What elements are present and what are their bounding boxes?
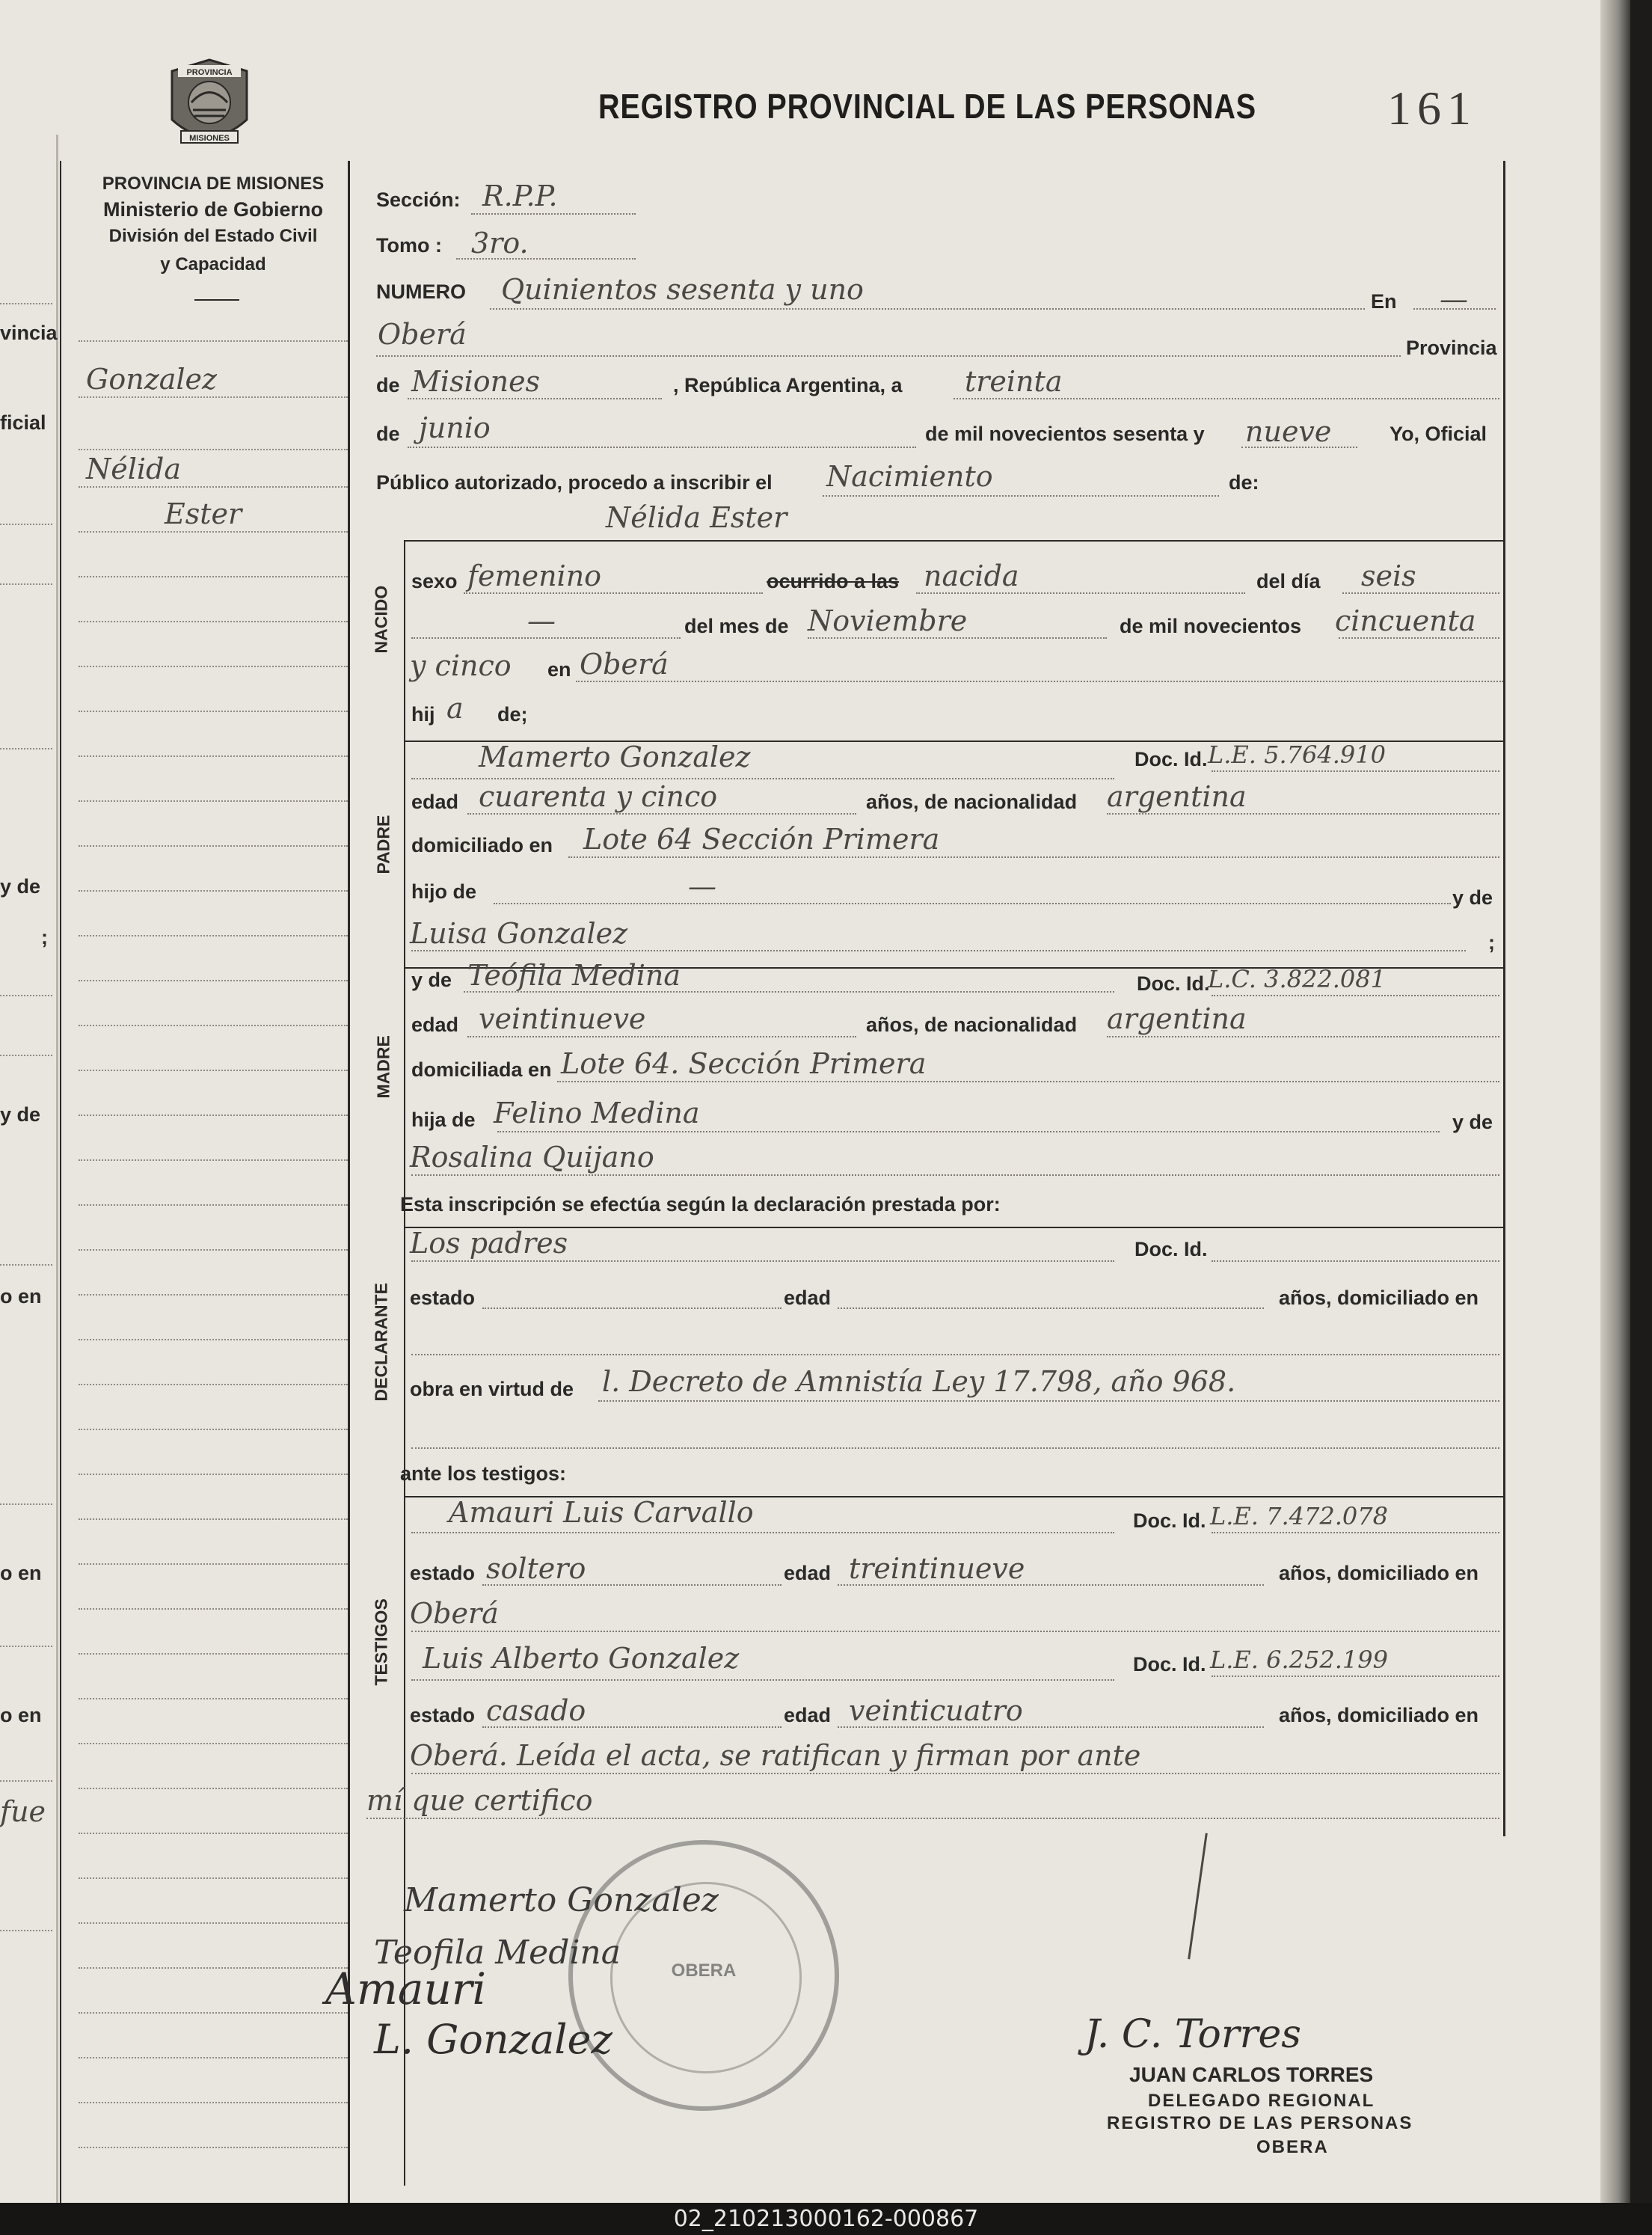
left-line <box>79 396 348 398</box>
left-line <box>79 1474 348 1475</box>
fill-line <box>568 856 1499 858</box>
fill-line <box>366 1818 1499 1819</box>
fill-line <box>411 1631 1499 1632</box>
left-line <box>79 1159 348 1161</box>
official-office: REGISTRO DE LAS PERSONAS <box>1107 2113 1413 2133</box>
yo-oficial-label: Yo, Oficial <box>1390 423 1487 445</box>
left-line <box>79 1518 348 1520</box>
mother-nationality: argentina <box>1107 1002 1247 1035</box>
left-line <box>79 1294 348 1296</box>
mother-age: veintinueve <box>479 1002 646 1035</box>
y-de-label: y de <box>1452 886 1493 909</box>
stub-line <box>0 1646 52 1647</box>
father-name: Mamerto Gonzalez <box>479 741 751 773</box>
left-line <box>79 1115 348 1116</box>
fill-line <box>411 637 681 639</box>
estado-label: estado <box>410 1287 476 1309</box>
fill-line <box>1212 1676 1499 1677</box>
fill-line <box>482 1307 782 1309</box>
heading-divider <box>194 299 239 301</box>
official-role: DELEGADO REGIONAL <box>1148 2091 1375 2111</box>
form-right-rule <box>1503 161 1505 1836</box>
doc-id-label: Doc. Id. <box>1134 1238 1208 1260</box>
provincia-value: Misiones <box>411 365 541 398</box>
official-name: JUAN CARLOS TORRES <box>1129 2063 1374 2086</box>
left-line <box>79 1833 348 1834</box>
left-line <box>79 800 348 802</box>
witness1-status: soltero <box>486 1552 586 1585</box>
edad-label: edad <box>411 1014 459 1036</box>
year-text: de mil novecientos sesenta y <box>925 423 1205 445</box>
fill-line <box>1107 813 1499 815</box>
left-line <box>79 1653 348 1655</box>
page-title: REGISTRO PROVINCIAL DE LAS PERSONAS <box>598 87 1257 126</box>
stub-line <box>0 1780 52 1782</box>
month-value: junio <box>419 411 491 444</box>
left-line <box>79 935 348 936</box>
mother-father: Felino Medina <box>494 1097 700 1129</box>
fill-line <box>494 903 1451 904</box>
fill-line <box>1212 770 1499 772</box>
stub-line <box>0 748 52 749</box>
semicolon: ; <box>1488 931 1495 954</box>
left-line <box>79 2012 348 2014</box>
sexo-value: femenino <box>467 559 602 592</box>
page-fold <box>56 135 58 2203</box>
birthplace-value: Oberá <box>580 648 669 681</box>
image-caption: 02_210213000162-000867 <box>0 2203 1652 2235</box>
left-line <box>79 2057 348 2058</box>
provincia-label: Provincia <box>1406 337 1497 359</box>
signature-witness2: L. Gonzalez <box>374 2016 612 2063</box>
left-line <box>79 1877 348 1879</box>
fill-line <box>954 398 1499 399</box>
ocurrido-value: nacida <box>924 559 1019 592</box>
provincial-crest-logo <box>165 56 254 157</box>
section-rule <box>404 1227 1503 1228</box>
day-value: treinta <box>965 365 1063 398</box>
left-line <box>79 1070 348 1071</box>
stub-rule <box>60 161 61 2203</box>
fill-line <box>411 1354 1499 1355</box>
father-mother: Luisa Gonzalez <box>410 917 628 950</box>
domicilio-label: años, domiciliado en <box>1279 1562 1479 1584</box>
left-line <box>79 1967 348 1969</box>
signature-father: Mamerto Gonzalez <box>404 1881 719 1919</box>
section-label-declarante: DECLARANTE <box>371 1283 391 1402</box>
mother-name: Teófila Medina <box>467 959 681 992</box>
left-line <box>79 486 348 488</box>
fill-line <box>823 495 1219 497</box>
hijo-de-label: hijo de <box>411 880 476 903</box>
left-line <box>79 1608 348 1610</box>
section-label-madre: MADRE <box>373 1035 393 1099</box>
signature-stroke <box>1188 1833 1208 1960</box>
stub-line <box>0 1264 52 1266</box>
left-line <box>79 1563 348 1565</box>
fill-line <box>838 1307 1264 1309</box>
mil-novecientos-label: de mil novecientos <box>1120 615 1302 637</box>
left-line <box>79 1698 348 1699</box>
mother-doc: L.C. 3.822.081 <box>1208 965 1386 993</box>
domicilio-label: domiciliada en <box>411 1058 552 1081</box>
svg-text:MISIONES: MISIONES <box>189 134 230 143</box>
left-line <box>79 1384 348 1385</box>
place-value: Oberá <box>378 318 467 351</box>
fill-line <box>411 1532 1114 1533</box>
witnesses-intro: ante los testigos: <box>400 1462 567 1485</box>
left-line <box>79 845 348 847</box>
stub-label: vincia <box>0 322 58 344</box>
fill-line <box>411 1447 1499 1449</box>
page-number: 161 <box>1387 82 1477 135</box>
left-line <box>79 1788 348 1789</box>
witness1-name: Amauri Luis Carvallo <box>449 1496 754 1529</box>
father-address: Lote 64 Sección Primera <box>583 823 940 856</box>
stub-line <box>0 1503 52 1505</box>
witness1-doc: L.E. 7.472.078 <box>1210 1502 1388 1530</box>
edad-label: edad <box>411 791 459 813</box>
left-line <box>79 576 348 577</box>
stub-line <box>0 995 52 996</box>
doc-id-label: Doc. Id. <box>1133 1509 1206 1532</box>
year-value: nueve <box>1245 415 1332 448</box>
fill-line <box>408 447 916 448</box>
hora-dash: — <box>527 604 556 637</box>
left-line <box>79 755 348 757</box>
left-line <box>79 2147 348 2148</box>
fill-line <box>1212 1260 1499 1262</box>
section-label-nacido: NACIDO <box>371 585 391 654</box>
de-semicolon: de; <box>497 703 528 726</box>
fill-line <box>1212 1532 1499 1533</box>
fill-line <box>1342 592 1499 594</box>
left-line <box>79 1204 348 1206</box>
mother-mother: Rosalina Quijano <box>410 1141 654 1174</box>
fill-line <box>411 950 1466 951</box>
domicilio-label: años, domiciliado en <box>1279 1704 1479 1726</box>
mes-value: Noviembre <box>808 604 968 637</box>
margin-given-name: Ester <box>165 497 242 530</box>
anio-value-cont: y cinco <box>410 649 512 682</box>
tomo-value: 3ro. <box>471 227 529 260</box>
en-label: en <box>547 658 571 681</box>
anio-value: cincuenta <box>1335 604 1476 637</box>
hijo-suffix: a <box>446 692 464 725</box>
section-rule <box>404 540 1503 542</box>
fill-line <box>411 1174 1499 1176</box>
seccion-label: Sección: <box>376 188 461 211</box>
estado-label: estado <box>410 1704 476 1726</box>
witness2-doc: L.E. 6.252.199 <box>1210 1646 1388 1674</box>
declarant-name: Los padres <box>410 1227 568 1260</box>
stub-label: ficial <box>0 411 46 434</box>
fill-line <box>808 637 1107 639</box>
fill-line <box>411 1260 1114 1262</box>
estado-label: estado <box>410 1562 476 1584</box>
doc-id-label: Doc. Id. <box>1134 748 1208 770</box>
numero-label: NUMERO <box>376 280 466 303</box>
section-label-testigos: TESTIGOS <box>371 1598 391 1686</box>
fill-line <box>467 1036 856 1037</box>
republica-label: , República Argentina, a <box>673 374 903 396</box>
stub-line <box>0 1055 52 1056</box>
doc-id-label: Doc. Id. <box>1133 1653 1206 1676</box>
declaration-intro: Esta inscripción se efectúa según la declaración prestada por: <box>400 1193 1001 1215</box>
fill-line <box>1212 995 1499 996</box>
stub-line <box>0 583 52 585</box>
seal-text: OBERA <box>671 1960 737 1981</box>
stub-label: o en <box>0 1562 42 1584</box>
ministry-heading: Ministerio de Gobierno <box>102 198 324 221</box>
fill-line <box>598 1400 1499 1402</box>
closing-text: mí que certifico <box>366 1784 593 1817</box>
division-heading: División del Estado Civil <box>108 226 318 246</box>
edad-label: edad <box>784 1287 832 1309</box>
stub-line <box>0 524 52 525</box>
domicilio-label: años, domiciliado en <box>1279 1287 1479 1309</box>
witness1-address: Oberá <box>410 1597 499 1630</box>
signature-official: J. C. Torres <box>1084 2012 1301 2057</box>
father-father: — <box>688 870 716 903</box>
stub-handwriting: fue <box>0 1795 46 1828</box>
stub-line <box>0 1930 52 1931</box>
fill-line <box>1107 1036 1499 1037</box>
fill-line <box>411 778 1114 779</box>
fill-line <box>471 213 636 215</box>
de-label: de <box>376 374 400 396</box>
fill-line <box>411 1773 1499 1774</box>
left-line <box>79 621 348 622</box>
fill-line <box>411 1679 1114 1681</box>
fill-line <box>408 398 662 399</box>
left-line <box>79 340 348 342</box>
left-line <box>79 666 348 667</box>
fill-line <box>467 813 856 815</box>
witness2-age: veinticuatro <box>849 1694 1023 1727</box>
left-line <box>79 711 348 712</box>
fill-line <box>557 1081 1499 1082</box>
left-line <box>79 2102 348 2103</box>
left-line <box>79 1249 348 1251</box>
father-nationality: argentina <box>1107 780 1247 813</box>
fill-line <box>497 1131 1440 1132</box>
domicilio-label: domiciliado en <box>411 834 553 856</box>
act-type-value: Nacimiento <box>826 460 993 493</box>
fill-line <box>916 592 1245 594</box>
column-rule <box>348 161 350 2203</box>
province-heading: PROVINCIA DE MISIONES <box>102 174 325 194</box>
fill-line <box>1339 637 1499 639</box>
stub-label: ; <box>41 926 48 948</box>
del-mes-label: del mes de <box>684 615 789 637</box>
left-line <box>79 890 348 892</box>
left-line <box>79 531 348 533</box>
legal-basis-value: l. Decreto de Amnistía Ley 17.798, año 968. <box>602 1365 1236 1398</box>
de-label: de <box>376 423 400 445</box>
nacionalidad-label: años, de nacionalidad <box>866 791 1078 813</box>
stub-label: o en <box>0 1704 42 1726</box>
witness1-age: treintinueve <box>849 1552 1025 1585</box>
book-binding <box>1600 0 1630 2203</box>
left-line <box>79 449 348 450</box>
stub-label: o en <box>0 1285 42 1307</box>
doc-id-label: Doc. Id. <box>1137 972 1210 995</box>
en-label: En <box>1371 290 1397 313</box>
left-line <box>79 1922 348 1924</box>
witness2-name: Luis Alberto Gonzalez <box>423 1642 740 1675</box>
edad-label: edad <box>784 1562 832 1584</box>
publico-text: Público autorizado, procedo a inscribir el <box>376 471 773 494</box>
en-value: — <box>1440 283 1468 316</box>
margin-surname: Gonzalez <box>86 363 218 396</box>
y-de-label: y de <box>411 969 452 991</box>
edad-label: edad <box>784 1704 832 1726</box>
y-de-label: y de <box>1452 1111 1493 1133</box>
witness2-address: Oberá. Leída el acta, se ratifican y firman por ante <box>410 1739 1141 1772</box>
section-label-padre: PADRE <box>373 815 393 874</box>
tomo-label: Tomo : <box>376 234 442 257</box>
de-colon-label: de: <box>1229 471 1259 494</box>
fill-line <box>464 592 763 594</box>
official-city: OBERA <box>1256 2137 1329 2157</box>
signature-witness1: Amauri <box>325 1963 487 2014</box>
witness2-status: casado <box>486 1694 586 1727</box>
hija-de-label: hija de <box>411 1109 476 1131</box>
stub-label: y de <box>0 1103 41 1126</box>
del-dia-label: del día <box>1256 570 1321 592</box>
father-doc: L.E. 5.764.910 <box>1208 741 1386 769</box>
ocurrido-label: ocurrido a las <box>767 570 900 592</box>
fill-line <box>376 355 1401 357</box>
margin-given-name: Nélida <box>86 453 182 485</box>
capacity-heading: y Capacidad <box>160 254 266 275</box>
left-line <box>79 1339 348 1340</box>
father-age: cuarenta y cinco <box>479 780 718 813</box>
hijo-label: hij <box>411 703 435 726</box>
left-line <box>79 1429 348 1430</box>
nacionalidad-label: años, de nacionalidad <box>866 1014 1078 1036</box>
stub-label: y de <box>0 875 41 898</box>
numero-value: Quinientos sesenta y uno <box>501 273 864 306</box>
svg-text:PROVINCIA: PROVINCIA <box>186 68 233 77</box>
obra-label: obra en virtud de <box>410 1378 574 1400</box>
registered-name: Nélida Ester <box>606 501 787 534</box>
seccion-value: R.P.P. <box>482 180 558 212</box>
signature-mother: Teofila Medina <box>374 1934 621 1972</box>
mother-address: Lote 64. Sección Primera <box>561 1047 927 1080</box>
left-line <box>79 1025 348 1026</box>
fill-line <box>490 308 1365 310</box>
sexo-label: sexo <box>411 570 458 592</box>
stub-line <box>0 303 52 304</box>
left-line <box>79 1743 348 1744</box>
fill-line <box>576 681 1503 682</box>
dia-value: seis <box>1361 559 1416 592</box>
left-line <box>79 980 348 981</box>
